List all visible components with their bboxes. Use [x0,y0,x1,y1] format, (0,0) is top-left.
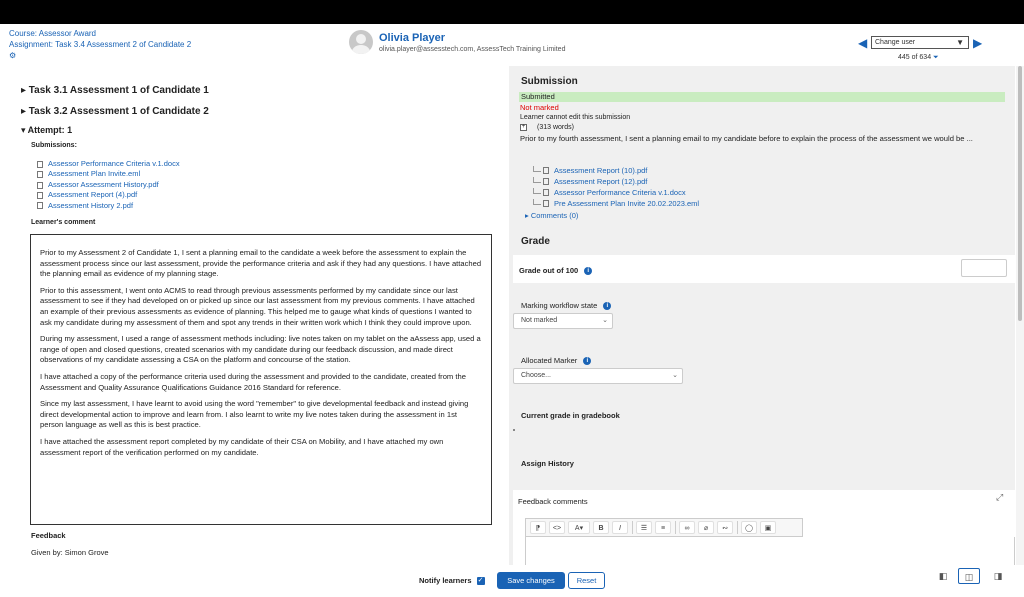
comment-paragraph: During my assessment, I used a range of assessment methods including: live notes taken on my tablet on the aAssess app, used a range of open and closed questions, created scenarios with my candidate during our feedback discussion, and made direct observations of my candidate assessing a CSA on the platform and concourse of the station. [40,334,481,365]
task-3-2-toggle[interactable]: ▸ Task 3.2 Assessment 1 of Candidate 2 [21,106,209,117]
grade-input[interactable] [961,259,1007,277]
submissions-label: Submissions: [31,142,77,149]
comment-paragraph: Since my last assessment, I have learnt to avoid using the word "remember" to give developmental feedback and instead giving direct developmental action to improve and learn from. I also learnt to write my live notes taken during the assessment in 1st person language as well as this is best practice. [40,399,469,430]
notify-learners-label: Notify learners [419,576,472,585]
feedback-comments-label: Feedback comments [518,497,588,506]
italic-icon[interactable]: I [612,521,628,534]
document-icon [543,167,549,174]
unlink-icon[interactable]: ⌀ [698,521,714,534]
feedback-label: Feedback [31,531,66,540]
grade-out-of-text: Grade out of 100 [519,266,579,275]
submission-preview-text: Prior to my fourth assessment, I sent a planning email to my candidate before to explain the process of the assessment we would be ... [520,134,973,143]
marking-workflow-text: Marking workflow state [521,301,598,310]
submission-files [37,159,180,211]
text-color-icon[interactable]: A▾ [568,521,590,534]
document-icon [37,182,43,189]
submitted-files-tree [533,165,699,209]
file-name: Assessment Report (4).pdf [48,190,138,200]
course-info [9,28,191,61]
allocated-marker-value: Choose... [521,372,551,379]
info-icon[interactable]: i [603,302,611,310]
user-counter-text: 445 of 634 [898,54,932,61]
editor-toolbar [525,518,803,537]
marking-workflow-value: Not marked [521,317,558,324]
paragraph-style-icon[interactable]: ⁋ [530,521,546,534]
split-layout-icon[interactable]: ◫ [958,568,980,584]
grader-header [0,24,1024,66]
document-icon [37,192,43,199]
grading-panel [509,66,1015,565]
code-icon[interactable]: <> [549,521,565,534]
grading-status: Not marked [520,103,559,112]
feedback-given-by: Given by: Simon Grove [31,548,109,557]
document-icon [543,189,549,196]
file-link[interactable] [37,190,180,200]
file-link[interactable] [533,176,699,187]
marking-workflow-label [521,301,611,310]
notify-learners [419,576,485,585]
current-user [349,30,565,54]
document-icon [543,200,549,207]
chevron-down-icon: ⌄ [602,317,608,324]
submission-heading: Submission [521,76,578,87]
word-count: (313 words) [537,124,574,131]
numbered-list-icon[interactable]: ≡ [655,521,671,534]
top-black-bar [0,0,1024,24]
file-link[interactable] [533,187,699,198]
document-icon [37,161,43,168]
file-name: Assessment Plan Invite.eml [48,169,141,179]
task-3-1-toggle[interactable]: ▸ Task 3.1 Assessment 1 of Candidate 1 [21,85,209,96]
document-icon [37,202,43,209]
user-counter [898,54,939,62]
current-grade-label: Current grade in gradebook [521,411,620,420]
info-icon[interactable]: i [583,357,591,365]
link-icon[interactable]: ∞ [679,521,695,534]
allocated-marker-label [521,356,591,365]
user-name[interactable]: Olivia Player [379,31,446,44]
file-name: Assessment Report (10).pdf [554,166,648,175]
document-icon [37,171,43,178]
allocated-marker-text: Allocated Marker [521,356,578,365]
image-icon[interactable]: ▣ [760,521,776,534]
chevron-down-icon: ⌄ [672,372,678,379]
grade-heading: Grade [521,236,550,247]
previous-user-arrow-icon[interactable]: ◀ [858,36,868,50]
right-panel-scrollbar[interactable] [1016,66,1024,565]
file-name: Assessor Assessment History.pdf [48,179,159,189]
learner-comment-label: Learner's comment [31,219,96,226]
feedback-comments-editor[interactable] [525,537,1015,565]
grade-out-of-label [519,266,592,275]
file-link[interactable] [533,198,699,209]
avatar [349,30,373,54]
file-link[interactable] [37,201,180,211]
file-name: Assessor Performance Criteria v.1.docx [48,159,180,168]
allocated-marker-select[interactable] [513,368,683,384]
notify-learners-checkbox[interactable]: ✓ [477,576,484,584]
change-user-value: Change user [875,39,916,46]
file-link[interactable] [37,169,180,179]
save-changes-button[interactable]: Save changes [497,572,565,589]
filter-icon[interactable]: ⏷ [933,54,939,61]
comment-paragraph: I have attached a copy of the performance criteria used during the assessment and provided to the candidate, created from the Assessment and Quality Assurance Qualifications Guidance 2016 Standard for reference. [40,371,466,392]
file-name: Assessment History 2.pdf [48,200,134,210]
change-user-select[interactable] [871,36,969,49]
assignment-link[interactable]: Assignment: Task 3.4 Assessment 2 of Candidate 2 [9,40,192,49]
learner-comment-box [30,234,492,525]
collapse-right-layout-icon[interactable]: ◨ [993,571,1003,581]
edit-status: Learner cannot edit this submission [520,114,631,121]
collapse-left-layout-icon[interactable]: ◧ [938,571,948,581]
emoji-icon[interactable]: ◯ [741,521,757,534]
settings-cog-icon[interactable]: ⚙ [9,51,17,60]
chevron-down-icon: ▼ [956,38,964,47]
file-name: Pre Assessment Plan Invite 20.02.2023.eml [554,199,700,208]
file-name: Assessment Report (12).pdf [554,177,648,186]
info-icon[interactable]: i [584,267,592,275]
user-email: olivia.player@assesstech.com, AssessTech Training Limited [379,45,566,53]
bold-icon[interactable]: B [593,521,609,534]
comments-toggle[interactable]: ▸ Comments (0) [525,211,579,220]
file-link[interactable] [37,159,180,169]
document-icon [543,178,549,185]
submission-status-badge: Submitted [519,92,1005,102]
submission-review-panel [0,66,502,565]
comment-paragraph: I have attached the assessment report completed by my candidate of their CSA on Mobility, and I have attached my own assessment report of the verification performed on my candidate. [40,436,444,457]
next-user-arrow-icon[interactable]: ▶ [973,36,983,50]
reset-button[interactable]: Reset [568,572,605,589]
bullet-list-icon[interactable]: ☰ [636,521,652,534]
assign-history-label[interactable]: Assign History [521,459,574,468]
comment-paragraph: Prior to this assessment, I went onto ACMS to read through previous assessments performed by my candidate since our last assessment to see if they had developed on or picked up since our last assessment from my previous comments. I have attached an example of their previous assessments as evidence of planning. This helped me to gauge what kinds of questions I wanted to ask my candidate during my assessment of them and spot any trends in their written work which I think they could improve upon. [40,285,475,327]
attempt-toggle[interactable]: ▾ Attempt: 1 [21,125,73,135]
expand-plus-icon[interactable]: + [521,124,526,130]
fullscreen-expand-icon[interactable]: ⤢ [996,492,1004,502]
word-count-row [520,124,574,131]
marking-workflow-select[interactable] [513,313,613,329]
file-link[interactable] [37,180,180,190]
grading-footer [0,565,1024,597]
comment-paragraph: Prior to my Assessment 2 of Candidate 1, I sent a planning email to the candidate a week before the assessment to explain the assessment process since our last assessment, provide the performance criteria and ask if they had any questions. I have attached the planning email as evidence of my planning stage. [40,248,482,279]
link-alt-icon[interactable]: ∾ [717,521,733,534]
current-grade-value [513,429,515,431]
course-link[interactable]: Course: Assessor Award [9,29,97,38]
file-link[interactable] [533,165,699,176]
file-name: Assessor Performance Criteria v.1.docx [554,188,686,197]
